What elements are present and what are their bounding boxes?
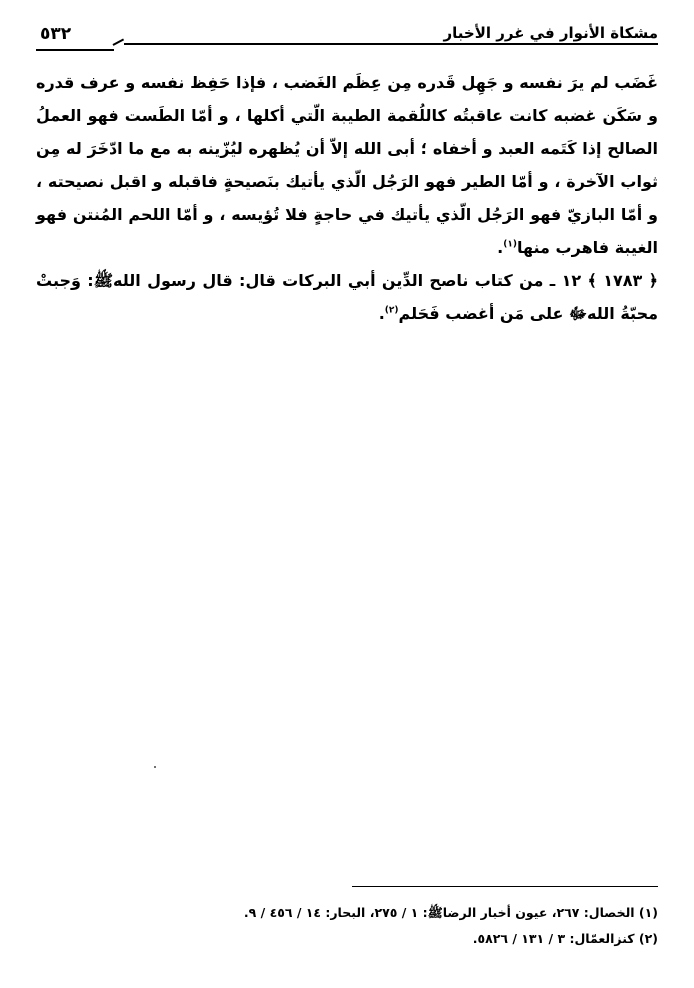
header-rule-long — [124, 43, 658, 45]
paragraph — [36, 66, 658, 264]
footnotes — [36, 900, 658, 952]
paragraph-text: غَضَب لم يرَ نفسه و جَهِل قَدره مِن عِظَم الغَضب ، فإذا حَفِظ نفسه و عرف قدره و سَكَن غضبه كانت عاقبتُه كاللُقمة الطيبة الّتي أكلها ، و أمّا الطَست فهو العملُ الصالح إذا كَتَمه العبد و أخفاه ؛ أبى الله إلاّ أن يُظهره ليُزّينه به مع ما ادّخَرَ له مِن ثواب الآخرة ، و أمّا الطير فهو الرَجُل الّذي يأتيك بنَصيحةٍ فاقبله و اقبل نصيحته ، و أمّا البازيّ فهو الرَجُل الّذي يأتيك في حاجةٍ فلا تُؤيسه ، و أمّا اللحم المُنتن فهو الغيبة فاهرب منها — [36, 73, 658, 257]
running-title: مشكاة الأنوار في غرر الأخبار — [443, 24, 658, 42]
footnote-reference: (٢) — [384, 305, 399, 316]
footnote-separator — [352, 886, 658, 887]
paragraph-text: ١٢ ـ من كتاب ناصح الدِّين أبي البركات قال: قال رسول اللهﷺ: وَجبتْ محبّةُ اللهﷻ على مَن أغضب فَحَلم — [36, 271, 658, 323]
scan-speck — [154, 766, 156, 768]
hadith-number: ﴿ ١٧٨٣ ﴾ — [587, 271, 658, 290]
period: . — [497, 238, 504, 257]
main-text — [36, 66, 658, 330]
paragraph — [36, 264, 658, 330]
header-rule-slant — [113, 38, 125, 45]
footnote-reference: (١) — [503, 239, 517, 250]
page-header — [36, 18, 658, 58]
header-rule — [36, 49, 114, 51]
period: . — [378, 304, 385, 323]
footnote: (٢) كنزالعمّال: ٣ / ١٣١ / ٥٨٢٦. — [472, 931, 658, 946]
page-number: ٥٣٢ — [40, 24, 72, 44]
footnote: (١) الخصال: ٢٦٧، عيون أخبار الرضاﷺ: ١ / ٢٧٥، البحار: ١٤ / ٤٥٦ / ٩. — [243, 905, 658, 920]
